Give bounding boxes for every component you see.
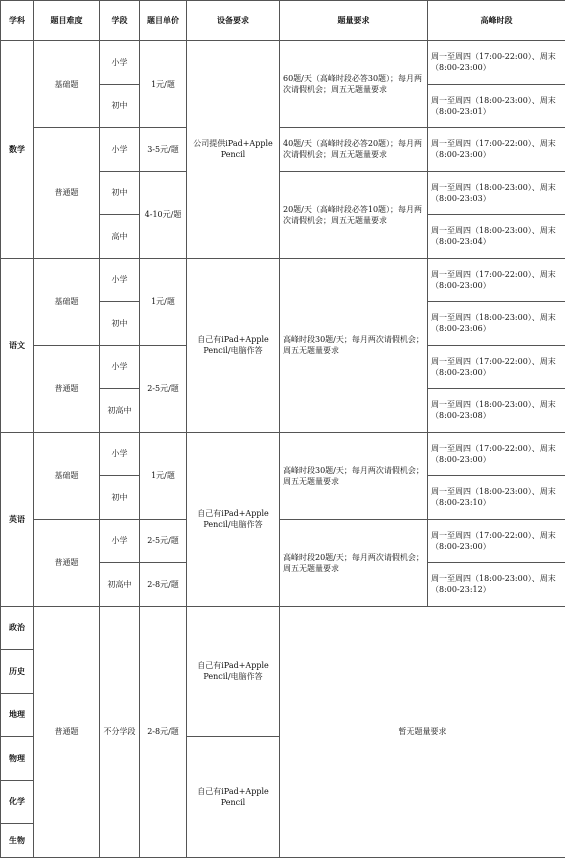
stage-cell: 小学 [100,41,140,85]
table-row [1,606,565,650]
table-row [1,128,565,172]
header-row [1,1,565,41]
header-difficulty: 题目难度 [34,1,100,41]
price-cell: 2-5元/题 [140,519,187,563]
stage-cell: 小学 [100,258,140,302]
peak-cell: 周一至周四（17:00-22:00）、周末（8:00-23:00） [428,432,565,476]
stage-cell: 初高中 [100,389,140,433]
stage-cell: 不分学段 [100,606,140,858]
header-device: 设备要求 [187,1,280,41]
device-cell: 自己有iPad+Apple Pencil [187,737,280,858]
stage-cell: 小学 [100,519,140,563]
subject-cell: 物理 [1,737,34,781]
subject-cell: 生物 [1,824,34,858]
subject-cell: 地理 [1,693,34,737]
peak-cell: 周一至周四（17:00-22:00）、周末（8:00-23:00） [428,519,565,563]
header-quota: 题量要求 [280,1,428,41]
peak-cell: 周一至周四（18:00-23:00）、周末（8:00-23:06） [428,302,565,346]
peak-cell: 周一至周四（17:00-22:00）、周末（8:00-23:00） [428,345,565,389]
header-peak: 高峰时段 [428,1,565,41]
table-row [1,519,565,563]
price-cell: 4-10元/题 [140,171,187,258]
peak-cell: 周一至周四（18:00-23:00）、周末（8:00-23:01） [428,84,565,128]
stage-cell: 初中 [100,302,140,346]
stage-cell: 小学 [100,128,140,172]
price-cell: 2-8元/题 [140,563,187,607]
peak-cell: 周一至周四（18:00-23:00）、周末（8:00-23:08） [428,389,565,433]
price-cell: 1元/题 [140,432,187,519]
stage-cell: 初中 [100,476,140,520]
price-cell: 1元/题 [140,258,187,345]
subject-cell: 语文 [1,258,34,432]
subject-cell: 英语 [1,432,34,606]
stage-cell: 小学 [100,432,140,476]
peak-cell: 周一至周四（18:00-23:00）、周末（8:00-23:03） [428,171,565,215]
quota-cell: 高峰时段20题/天；每月两次请假机会；周五无题量要求 [280,519,428,606]
peak-cell: 周一至周四（18:00-23:00）、周末（8:00-23:04） [428,215,565,259]
quota-cell: 20题/天（高峰时段必答10题）；每月两次请假机会；周五无题量要求 [280,171,428,258]
subject-cell: 历史 [1,650,34,694]
header-price: 题目单价 [140,1,187,41]
device-cell: 公司提供iPad+Apple Pencil [187,41,280,259]
header-subject: 学科 [1,1,34,41]
table-row [1,41,565,85]
quota-cell: 60题/天（高峰时段必答30题）；每月两次请假机会；周五无题量要求 [280,41,428,128]
subject-cell: 政治 [1,606,34,650]
peak-cell: 周一至周四（18:00-23:00）、周末（8:00-23:12） [428,563,565,607]
difficulty-cell: 基础题 [34,432,100,519]
stage-cell: 高中 [100,215,140,259]
quota-cell: 高峰时段30题/天；每月两次请假机会；周五无题量要求 [280,432,428,519]
device-cell: 自己有iPad+Apple Pencil/电脑作答 [187,258,280,432]
quota-cell: 暂无题量要求 [280,606,565,858]
peak-cell: 周一至周四（18:00-23:00）、周末（8:00-23:10） [428,476,565,520]
header-stage: 学段 [100,1,140,41]
peak-cell: 周一至周四（17:00-22:00）、周末（8:00-23:00） [428,258,565,302]
difficulty-cell: 普通题 [34,606,100,858]
stage-cell: 小学 [100,345,140,389]
peak-cell: 周一至周四（17:00-22:00）、周末（8:00-23:00） [428,41,565,85]
table-row [1,432,565,476]
quota-cell: 高峰时段30题/天；每月两次请假机会；周五无题量要求 [280,258,428,432]
difficulty-cell: 普通题 [34,128,100,259]
price-cell: 1元/题 [140,41,187,128]
price-cell: 2-8元/题 [140,606,187,858]
difficulty-cell: 基础题 [34,41,100,128]
difficulty-cell: 普通题 [34,345,100,432]
stage-cell: 初中 [100,84,140,128]
difficulty-cell: 普通题 [34,519,100,606]
table-row [1,258,565,302]
quota-cell: 40题/天（高峰时段必答20题）；每月两次请假机会；周五无题量要求 [280,128,428,172]
device-cell: 自己有iPad+Apple Pencil/电脑作答 [187,432,280,606]
subject-cell: 数学 [1,41,34,259]
difficulty-cell: 基础题 [34,258,100,345]
peak-cell: 周一至周四（17:00-22:00）、周末（8:00-23:00） [428,128,565,172]
subject-cell: 化学 [1,780,34,824]
stage-cell: 初高中 [100,563,140,607]
price-cell: 3-5元/题 [140,128,187,172]
device-cell: 自己有iPad+Apple Pencil/电脑作答 [187,606,280,737]
price-cell: 2-5元/题 [140,345,187,432]
stage-cell: 初中 [100,171,140,215]
